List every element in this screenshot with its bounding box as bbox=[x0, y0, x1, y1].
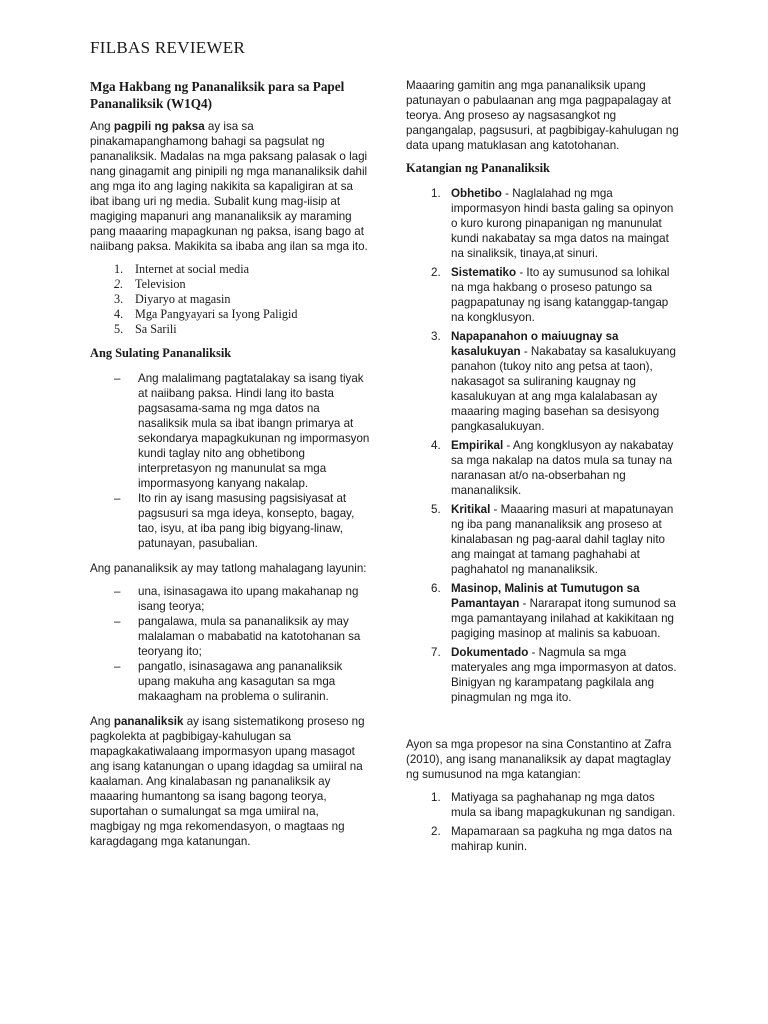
list-item bbox=[406, 502, 682, 577]
list-item bbox=[406, 329, 682, 434]
list-number: 5. bbox=[114, 322, 124, 336]
intro-post: ay isa sa pinakamapanghamong bahagi sa pagsulat ng pananaliksik. Madalas na mga paksang palasak o lagi nang ginagamit ang pinipili ng mga mananaliksik dahil ang mga ito ang laging nakikita sa kapaligiran at sa ibat ibang uri ng media. Subalit kung mag-iisip at magiging mapanuri ang mananaliksik ay maraming pang maaaring mapagkunan ng paksa, isang bago at naiibang paksa. Makikita sa ibaba ang ilan sa mga ito. bbox=[90, 120, 368, 253]
spacer bbox=[406, 709, 682, 737]
list-item bbox=[406, 581, 682, 641]
sulating-list bbox=[90, 371, 372, 551]
katangian-desc: - Nararapat itong sumunod sa mga pamantayang inilahad at kakikitaan ng pagiging masinop at malinis sa kabuoan. bbox=[451, 597, 676, 640]
list-text: pangatlo, isinasagawa ang pananaliksik upang makuha ang kasagutan sa mga makaagham na problema o suliranin. bbox=[138, 660, 343, 703]
topic-sources-list bbox=[90, 262, 372, 337]
list-item bbox=[90, 371, 372, 491]
katangian-desc: - Ito ay sumusunod sa lohikal na mga hakbang o proseso patungo sa pagpapatunay ng isang katanggap-tangap na kongklusyon. bbox=[451, 266, 670, 324]
list-item bbox=[90, 277, 372, 292]
definition-pre: Ang bbox=[90, 715, 114, 728]
list-item bbox=[406, 438, 682, 498]
list-text: Mapamaraan sa pagkuha ng mga datos na mahirap kunin. bbox=[451, 825, 673, 853]
list-text: Matiyaga sa paghahanap ng mga datos mula sa ibang mapagkukunan ng sandigan. bbox=[451, 791, 676, 819]
intro-bold-term: pagpili ng paksa bbox=[113, 120, 205, 133]
list-number: 2. bbox=[114, 277, 124, 291]
list-item bbox=[406, 186, 682, 261]
list-text: Internet at social media bbox=[135, 262, 250, 276]
right-column bbox=[406, 78, 682, 858]
list-dash: – bbox=[114, 615, 121, 628]
list-text: Television bbox=[135, 277, 186, 291]
katangian-desc: - Nagmula sa mga materyales ang mga impormasyon at datos. Binigyan ng karampatang pagkilala ang pinagmulan ng mga ito. bbox=[451, 646, 677, 704]
list-item bbox=[90, 659, 372, 704]
definition-post: ay isang sistematikong proseso ng pagkolekta at pagbibigay-kahulugan sa mapagkakatiwalaang impormasyon upang masagot ang isang katanungan o upang idagdag sa umiiral na kaalaman. Ang kinalabasan ng pananaliksik ay maaaring humantong sa isang bagong teorya, suportahan o sumalungat sa mga umiiral na, magbigay ng mga rekomendasyon, o magtaas ng karagdagang mga katanungan. bbox=[90, 715, 365, 848]
list-number: 7. bbox=[431, 646, 441, 659]
document-title: FILBAS REVIEWER bbox=[90, 38, 246, 57]
continuation-paragraph: Maaaring gamitin ang mga pananaliksik upang patunayan o pabulaanan ang mga pagpapalagay at teorya. Ang proseso ay nagsasangkot ng pangangalap, pagsusuri, at pagbibigay-kahulugan ng data upang matuklasan ang katotohanan. bbox=[406, 79, 679, 152]
layunin-list bbox=[90, 584, 372, 704]
list-item bbox=[90, 262, 372, 277]
list-number: 2. bbox=[431, 825, 441, 838]
list-item bbox=[90, 292, 372, 307]
list-item bbox=[90, 614, 372, 659]
list-text: Mga Pangyayari sa Iyong Paligid bbox=[135, 307, 298, 321]
list-item bbox=[406, 824, 682, 854]
list-number: 1. bbox=[114, 262, 124, 276]
layunin-intro: Ang pananaliksik ay may tatlong mahalagang layunin: bbox=[90, 562, 367, 575]
katangian-term: Obhetibo bbox=[451, 187, 502, 200]
intro-paragraph bbox=[90, 119, 372, 254]
katangian-term: Napapanahon o maiuugnay sa kasalukuyan bbox=[451, 330, 619, 358]
list-dash: – bbox=[114, 585, 121, 598]
list-item bbox=[406, 645, 682, 705]
list-item bbox=[90, 491, 372, 551]
list-dash: – bbox=[114, 372, 121, 385]
katangian-heading: Katangian ng Pananaliksik bbox=[406, 161, 550, 175]
list-item bbox=[90, 584, 372, 614]
list-text: Ang malalimang pagtatalakay sa isang tiyak at naiibang paksa. Hindi lang ito basta pagsasama-sama ng mga datos na nasaliksik mula sa ibat ibangn primarya at sekondarya mapagkukunan ng impormasyon kundi taglay nito ang obhetibong interpretasyon ng manunulat sa mga impormasyong kanyang nakalap. bbox=[138, 372, 370, 490]
list-number: 4. bbox=[114, 307, 124, 321]
section-title: Mga Hakbang ng Pananaliksik para sa Papel Pananaliksik (W1Q4) bbox=[90, 79, 345, 111]
definition-bold-term: pananaliksik bbox=[113, 715, 184, 728]
list-number: 6. bbox=[431, 582, 441, 595]
list-item bbox=[406, 265, 682, 325]
list-item bbox=[90, 307, 372, 322]
list-number: 3. bbox=[431, 330, 441, 343]
list-item bbox=[90, 322, 372, 337]
definition-paragraph bbox=[90, 714, 372, 849]
katangian-desc: - Nakabatay sa kasalukuyang panahon (tukoy nito ang petsa at taon), nakasagot sa suliraning kaugnay ng kasalukuyan at ang mga kalalabasan ay maaaring maging basehan sa desisyong pangkasalukuyan. bbox=[451, 345, 676, 433]
katangian-desc: - Naglalahad ng mga impormasyon hindi basta galing sa opinyon o kuro kurong pinapanigan ng manunulat kundi nakabatay sa mga datos na maingat na sinaliksik, tinaya,at sinuri. bbox=[451, 187, 674, 260]
list-number: 1. bbox=[431, 187, 441, 200]
ayon-list bbox=[406, 790, 682, 854]
list-text: pangalawa, mula sa pananaliksik ay may malalaman o mababatid na katotohanan sa teoryang ito; bbox=[138, 615, 361, 658]
katangian-desc: - Ang kongklusyon ay nakabatay sa mga nakalap na datos mula sa tunay na naranasan at/o na-obserbahan ng mananaliksik. bbox=[451, 439, 674, 497]
list-dash: – bbox=[114, 492, 121, 505]
sulating-heading: Ang Sulating Pananaliksik bbox=[90, 346, 232, 360]
list-number: 1. bbox=[431, 791, 441, 804]
katangian-term: Masinop, Malinis at Tumutugon sa Pamantayan bbox=[451, 582, 640, 610]
list-text: Sa Sarili bbox=[135, 322, 177, 336]
katangian-term: Dokumentado bbox=[451, 646, 529, 659]
left-column bbox=[90, 78, 372, 857]
ayon-paragraph: Ayon sa mga propesor na sina Constantino at Zafra (2010), ang isang mananaliksik ay dapat magtaglay ng sumusunod na mga katangian: bbox=[406, 738, 672, 781]
list-text: una, isinasagawa ito upang makahanap ng isang teorya; bbox=[138, 585, 359, 613]
list-number: 4. bbox=[431, 439, 441, 452]
list-text: Diyaryo at magasin bbox=[135, 292, 231, 306]
katangian-term: Sistematiko bbox=[451, 266, 517, 279]
list-number: 5. bbox=[431, 503, 441, 516]
katangian-term: Empirikal bbox=[451, 439, 504, 452]
katangian-list bbox=[406, 186, 682, 705]
list-dash: – bbox=[114, 660, 121, 673]
list-text: Ito rin ay isang masusing pagsisiyasat at pagsusuri sa mga ideya, konsepto, bagay, tao, isyu, at iba pang ibig bigyang-linaw, patunayan, pasubalian. bbox=[138, 492, 355, 550]
katangian-desc: - Maaaring masuri at mapatunayan ng iba pang mananaliksik ang proseso at kinalabasan ng pag-aaral dahil taglay nito ang maingat at tamang paghahabi at paghahatol ng mananaliksik. bbox=[451, 503, 674, 576]
katangian-term: Kritikal bbox=[451, 503, 491, 516]
list-number: 3. bbox=[114, 292, 124, 306]
list-item bbox=[406, 790, 682, 820]
intro-pre: Ang bbox=[90, 120, 114, 133]
list-number: 2. bbox=[431, 266, 441, 279]
